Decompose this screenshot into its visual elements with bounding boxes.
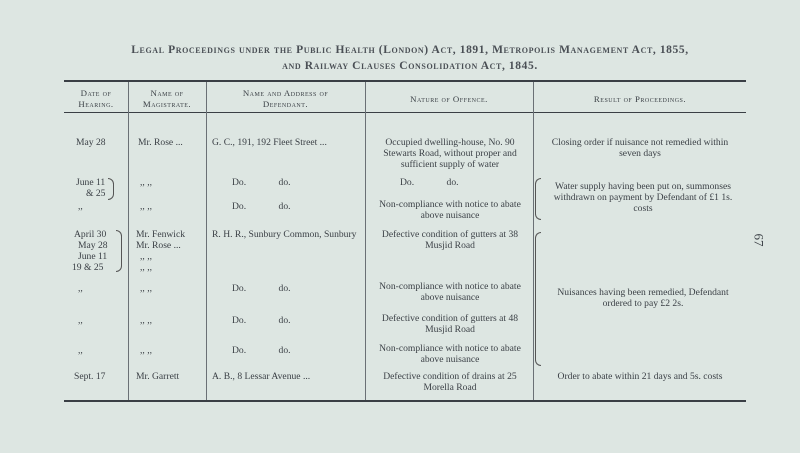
column-divider	[206, 82, 207, 400]
magistrate-cell: Mr. Fenwick	[136, 229, 186, 240]
date-cell: April 30	[74, 229, 107, 240]
offence-cell: Occupied dwelling-house, No. 90 Stewarts Road, without proper and sufficient supply of water	[383, 137, 517, 170]
magistrate-cell: Mr. Garrett	[136, 371, 180, 382]
date-cell: ,,	[78, 201, 83, 212]
date-brace	[116, 230, 122, 272]
offence-cell: Non-compliance with notice to abate above nuisance	[379, 343, 521, 365]
defendant-cell: Do. do.	[232, 345, 291, 356]
result-cell-merged: Water supply having been put on, summonses withdrawn on payment by Defendant of £1 1s. costs	[553, 181, 733, 214]
offence-cell: Defective condition of drains at 25 Morella Road	[383, 371, 517, 393]
defendant-cell: Do. do.	[232, 315, 291, 326]
date-cell: ,,	[78, 345, 83, 356]
date-cell: Sept. 17	[74, 371, 106, 382]
header-rule	[64, 112, 746, 113]
magistrate-cell: ,, ,,	[140, 201, 152, 212]
header-defendant-line1: Name and Address of	[242, 88, 329, 98]
title-line-2: and Railway Clauses Consolidation Act, 1845.	[282, 60, 538, 72]
top-rule	[64, 80, 746, 82]
bottom-rule	[64, 400, 746, 402]
magistrate-cell-continued: ,, ,,	[140, 251, 152, 262]
magistrate-cell: ,, ,,	[140, 345, 152, 356]
result-cell-merged: Nuisances having been remedied, Defendant ordered to pay £2 2s.	[557, 287, 729, 309]
header-magistrate-line1: Name of	[150, 88, 184, 98]
defendant-cell: G. C., 191, 192 Fleet Street ...	[212, 137, 327, 148]
date-cell: May 28	[76, 137, 106, 148]
result-cell: Closing order if nuisance not remedied within seven days	[551, 137, 729, 159]
title-line-1: Legal Proceedings under the Public Health (London) Act, 1891, Metropolis Management Act, 1855,	[131, 44, 689, 56]
defendant-cell: Do. do.	[232, 283, 291, 294]
header-date-line1: Date of	[80, 88, 112, 98]
date-brace	[108, 178, 114, 200]
date-cell: ,,	[78, 283, 83, 294]
column-divider	[128, 82, 129, 400]
header-magistrate-line2: Magistrate.	[142, 99, 192, 109]
document-title	[60, 42, 760, 74]
header-date	[66, 88, 126, 110]
date-cell-continued: 19 & 25	[72, 262, 104, 273]
header-offence: Nature of Offence.	[410, 94, 488, 104]
magistrate-cell: ,, ,,	[140, 177, 152, 188]
offence-cell: Non-compliance with notice to abate above nuisance	[379, 199, 521, 221]
header-result: Result of Proceedings.	[593, 94, 687, 104]
date-cell: ,,	[78, 315, 83, 326]
magistrate-cell: ,, ,,	[140, 315, 152, 326]
defendant-cell: Do. do.	[232, 201, 291, 212]
date-cell-continued: June 11	[78, 251, 108, 262]
column-divider	[533, 82, 534, 400]
header-date-line2: Hearing.	[78, 99, 114, 109]
date-cell-continued: May 28	[78, 240, 108, 251]
result-cell: Order to abate within 21 days and 5s. costs	[557, 371, 723, 382]
offence-cell: Do. do.	[400, 177, 459, 188]
date-cell: June 11	[76, 177, 106, 188]
date-cell-continued: & 25	[86, 188, 106, 199]
magistrate-cell-continued: Mr. Rose ...	[136, 240, 181, 251]
defendant-cell: R. H. R., Sunbury Common, Sunbury	[212, 229, 357, 240]
offence-cell: Defective condition of gutters at 48 Musjid Road	[381, 313, 519, 335]
magistrate-cell-continued: ,, ,,	[140, 262, 152, 273]
page-number: 67	[751, 233, 767, 247]
header-magistrate	[130, 88, 204, 110]
result-brace	[535, 232, 541, 366]
magistrate-cell: ,, ,,	[140, 283, 152, 294]
offence-cell: Defective condition of gutters at 38 Musjid Road	[381, 229, 519, 251]
header-defendant	[208, 88, 363, 110]
magistrate-cell: Mr. Rose ...	[138, 137, 183, 148]
column-divider	[365, 82, 366, 400]
header-defendant-line2: Defendant.	[262, 99, 309, 109]
result-brace	[535, 178, 541, 220]
offence-cell: Non-compliance with notice to abate above nuisance	[379, 281, 521, 303]
defendant-cell: Do. do.	[232, 177, 291, 188]
defendant-cell: A. B., 8 Lessar Avenue ...	[212, 371, 311, 382]
